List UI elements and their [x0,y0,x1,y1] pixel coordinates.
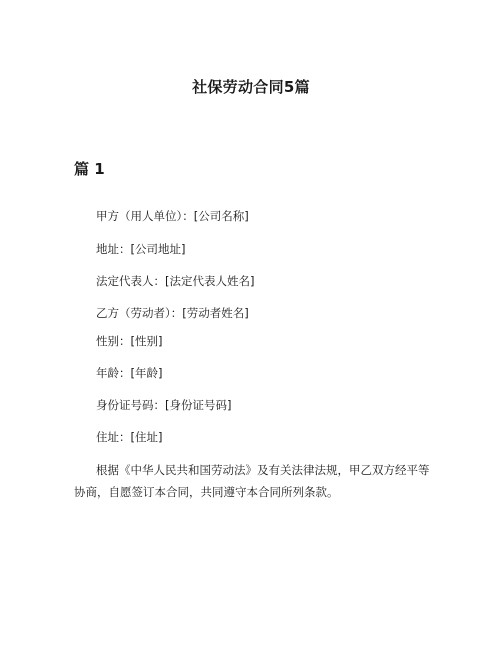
field-gender: 性别：[性别] [96,334,163,348]
field-age: 年龄：[年龄] [96,366,163,380]
section-heading: 篇 1 [74,160,105,178]
field-legal-representative: 法定代表人：[法定代表人姓名] [96,274,255,288]
field-id-number: 身份证号码：[身份证号码] [96,398,232,412]
contract-preamble-paragraph: 根据《中华人民共和国劳动法》及有关法律法规，甲乙双方经平等协商，自愿签订本合同，共同遵守本合同所列条款。 [74,463,430,499]
field-party-a: 甲方（用人单位）：[公司名称] [96,209,249,223]
document-title: 社保劳动合同5篇 [192,78,310,96]
field-party-b: 乙方（劳动者）：[劳动者姓名] [96,306,249,320]
field-residence: 住址：[住址] [96,430,163,444]
field-company-address: 地址：[公司地址] [96,242,186,256]
